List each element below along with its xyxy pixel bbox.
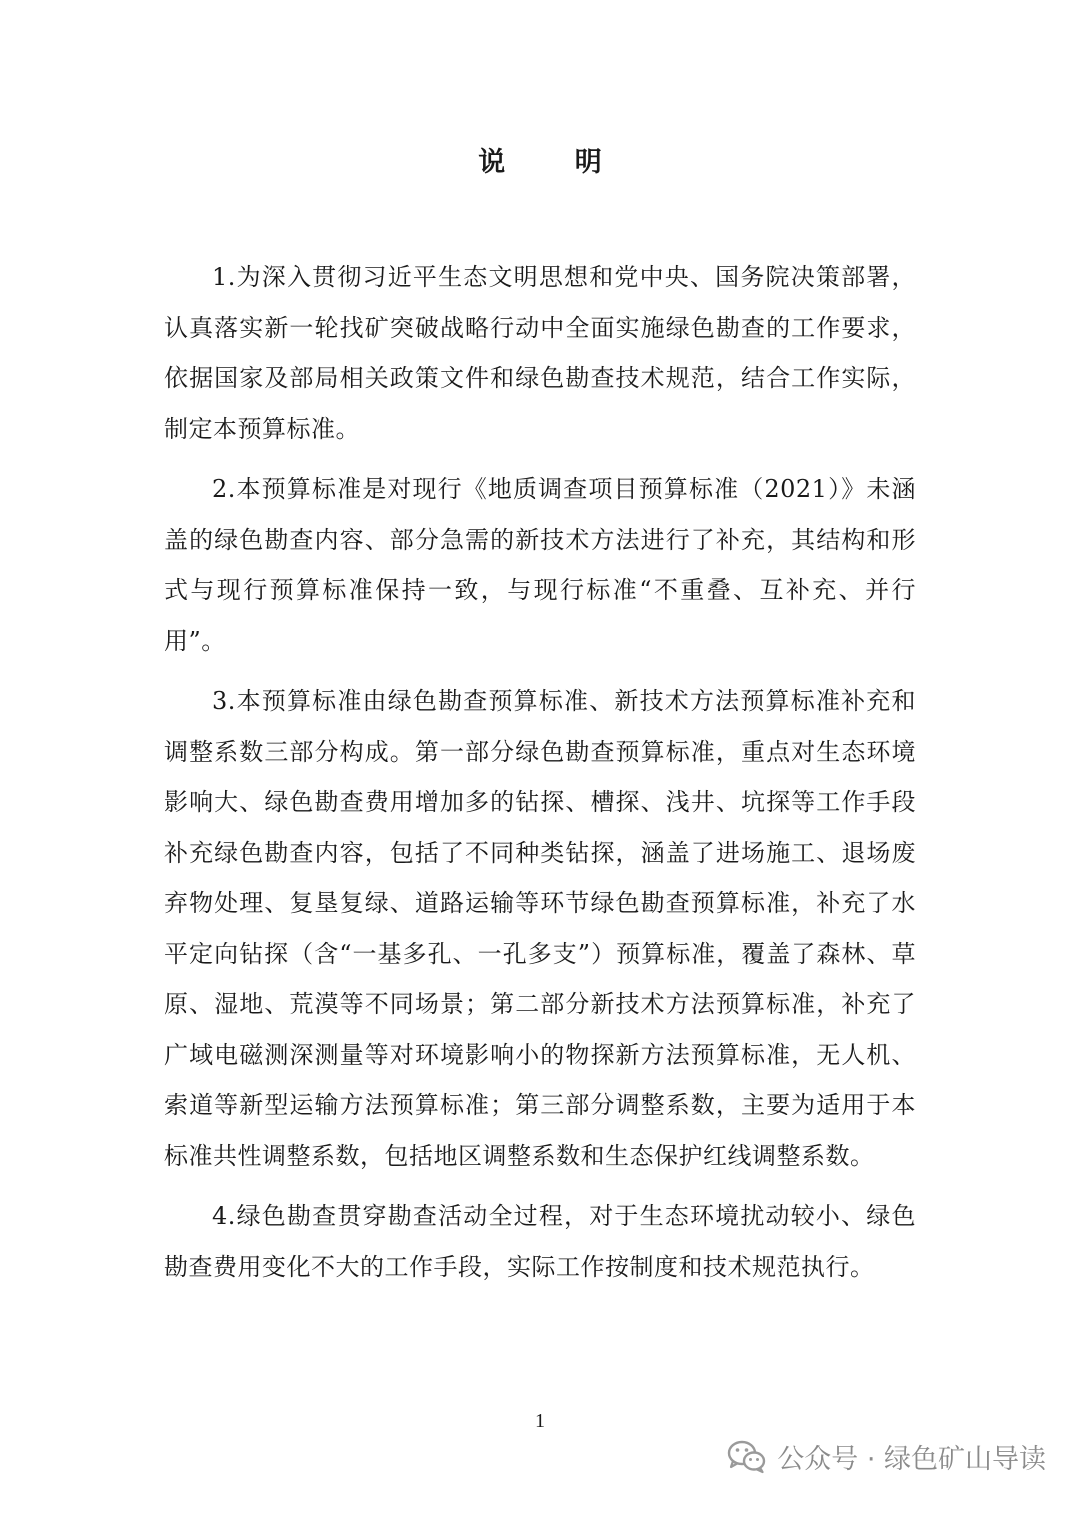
paragraph-2: 2.本预算标准是对现行《地质调查项目预算标准（2021）》未涵盖的绿色勘查内容、部分急需的新技术方法进行了补充，其结构和形式与现行预算标准保持一致，与现行标准“不重叠、互补充、并行用”。 xyxy=(164,475,916,655)
watermark xyxy=(727,1437,1046,1476)
paragraph-4: 4.绿色勘查贯穿勘查活动全过程，对于生态环境扰动较小、绿色勘查费用变化不大的工作手段，实际工作按制度和技术规范执行。 xyxy=(164,1202,916,1281)
page-title: 说 明 xyxy=(478,147,632,178)
wechat-icon xyxy=(727,1439,767,1475)
watermark-text: 公众号 · 绿色矿山导读 xyxy=(777,1444,1046,1475)
paragraph-3: 3.本预算标准由绿色勘查预算标准、新技术方法预算标准补充和调整系数三部分构成。第一部分绿色勘查预算标准，重点对生态环境影响大、绿色勘查费用增加多的钻探、槽探、浅井、坑探等工作手段补充绿色勘查内容，包括了不同种类钻探，涵盖了进场施工、退场废弃物处理、复垦复绿、道路运输等环节绿色勘查预算标准，补充了水平定向钻探（含“一基多孔、一孔多支”）预算标准，覆盖了森林、草原、湿地、荒漠等不同场景；第二部分新技术方法预算标准，补充了广域电磁测深测量等对环境影响小的物探新方法预算标准，无人机、索道等新型运输方法预算标准；第三部分调整系数，主要为适用于本标准共性调整系数，包括地区调整系数和生态保护红线调整系数。 xyxy=(164,687,916,1170)
paragraph-1: 1.为深入贯彻习近平生态文明思想和党中央、国务院决策部署，认真落实新一轮找矿突破战略行动中全面实施绿色勘查的工作要求，依据国家及部局相关政策文件和绿色勘查技术规范，结合工作实际，制定本预算标准。 xyxy=(164,263,916,443)
page-number: 1 xyxy=(535,1410,545,1432)
document-body xyxy=(164,252,916,1302)
